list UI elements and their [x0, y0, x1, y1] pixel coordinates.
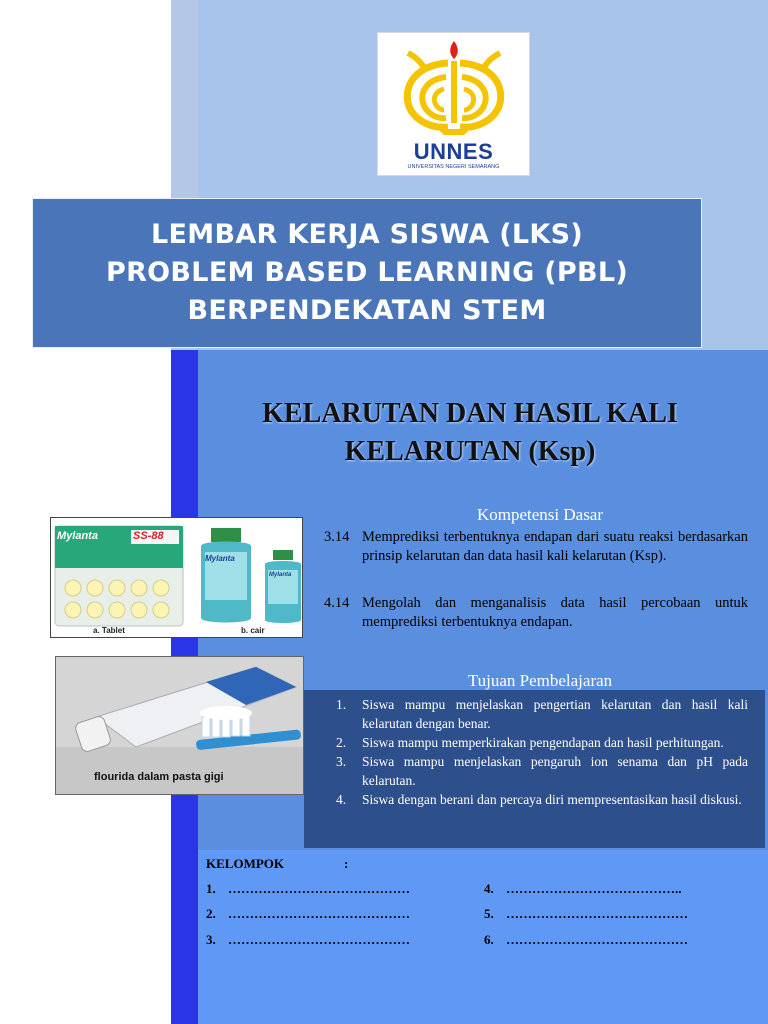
list-number: 3.: [336, 754, 347, 769]
kompetensi-item: [324, 594, 748, 632]
list-number: 2.: [336, 735, 347, 750]
list-text: Siswa mampu menjelaskan pengertian kelarutan dan hasil kali kelarutan dengan benar.: [362, 697, 748, 731]
list-number: 4.: [336, 792, 347, 807]
member-blank: …………………………………..: [506, 881, 682, 896]
kelompok-colon: :: [344, 856, 349, 871]
member-number: 4.: [484, 881, 494, 896]
kompetensi-number: 4.14: [324, 595, 350, 611]
list-item: [336, 790, 748, 809]
antacid-brand-ss88: SS-88: [133, 530, 164, 542]
kompetensi-heading: Kompetensi Dasar: [476, 505, 604, 524]
caption-tablet: a. Tablet: [93, 626, 125, 635]
member-field-3[interactable]: [206, 932, 410, 948]
member-blank: ……………………………………: [228, 932, 410, 947]
list-number: 1.: [336, 697, 347, 712]
list-text: Siswa dengan berani dan percaya diri mempresentasikan hasil diskusi.: [362, 792, 742, 807]
member-field-1[interactable]: [206, 881, 410, 897]
member-number: 2.: [206, 906, 216, 921]
list-item: [336, 733, 748, 752]
member-field-2[interactable]: [206, 906, 410, 922]
list-item: [336, 752, 748, 790]
list-text: Siswa mampu memperkirakan pengendapan dan hasil perhitungan.: [362, 735, 724, 750]
logo-subtitle: UNIVERSITAS NEGERI SEMARANG: [407, 164, 500, 170]
kompetensi-item: [324, 528, 748, 566]
member-number: 5.: [484, 906, 494, 921]
kelompok-label: KELOMPOK: [206, 856, 284, 871]
antacid-image: [50, 517, 303, 638]
title-line-3: BERPENDEKATAN STEM: [187, 295, 547, 326]
list-item: [336, 695, 748, 733]
kompetensi-number: 3.14: [324, 529, 350, 545]
kompetensi-text: Mengolah dan menganalisis data hasil percobaan untuk memprediksi terbentuknya endapan.: [362, 595, 748, 630]
title-banner: [32, 198, 702, 348]
tujuan-list: [336, 695, 748, 809]
caption-toothpaste: flourida dalam pasta gigi: [94, 771, 224, 783]
member-field-4[interactable]: [484, 881, 682, 897]
member-number: 3.: [206, 932, 216, 947]
tujuan-heading: Tujuan Pembelajaran: [467, 671, 613, 690]
kompetensi-text: Memprediksi terbentuknya endapan dari suatu reaksi berdasarkan prinsip kelarutan dan data hasil kali kelarutan (Ksp).: [362, 529, 748, 564]
caption-liquid: b. cair: [241, 626, 265, 635]
member-number: 6.: [484, 932, 494, 947]
member-field-5[interactable]: [484, 906, 688, 922]
toothpaste-image: [55, 656, 304, 795]
title-line-1: LEMBAR KERJA SISWA (LKS): [151, 219, 583, 250]
member-number: 1.: [206, 881, 216, 896]
topic-line-2: KELARUTAN (Ksp): [344, 436, 596, 467]
antacid-brand-bottle: Mylanta: [205, 554, 235, 563]
topic-title: [198, 395, 742, 471]
list-text: Siswa mampu menjelaskan pengaruh ion senama dan pH pada kelarutan.: [362, 754, 748, 788]
antacid-brand-tablet: Mylanta: [57, 530, 98, 542]
member-blank: ……………………………………: [506, 932, 688, 947]
member-blank: ……………………………………: [228, 906, 410, 921]
title-line-2: PROBLEM BASED LEARNING (PBL): [106, 257, 628, 288]
member-field-6[interactable]: [484, 932, 688, 948]
topic-line-1: KELARUTAN DAN HASIL KALI: [262, 398, 678, 429]
unnes-logo: [377, 32, 530, 176]
member-blank: ……………………………………: [228, 881, 410, 896]
logo-name: UNNES: [413, 139, 494, 164]
member-blank: ……………………………………: [506, 906, 688, 921]
antacid-brand-small-bottle: Mylanta: [269, 572, 292, 578]
